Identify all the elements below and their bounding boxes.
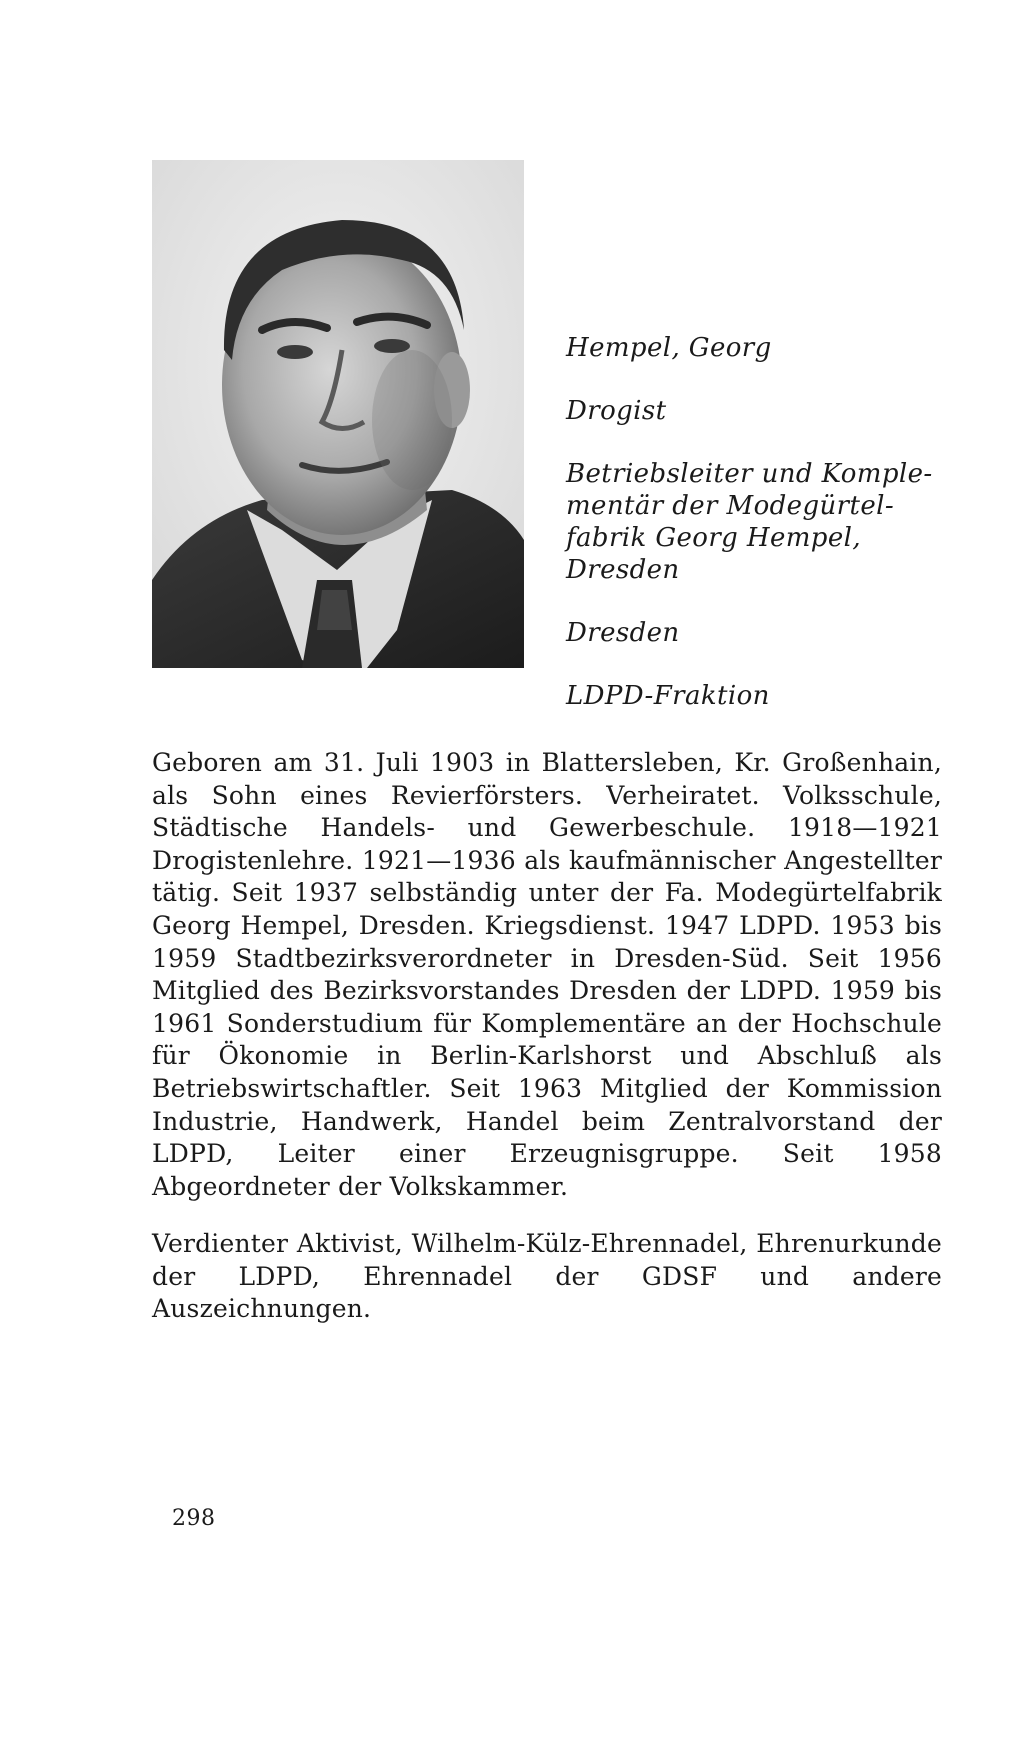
faction: LDPD-Fraktion — [566, 681, 770, 711]
entry-info — [566, 332, 966, 743]
profession: Drogist — [566, 396, 667, 426]
biography-text: Geboren am 31. Juli 1903 in Blattersleben, Kr. Großenhain, als Sohn eines Revierförsters. Verheiratet. Volksschule, Städtische Handels- und Gewerbeschule. 1918—1921 Drogistenlehre. 1921—1936 als kaufmännischer Angestellter tätig. Seit 1937 selbständig unter der Fa. Modegürtelfabrik Georg Hempel, Dresden. Kriegsdienst. 1947 LDPD. 1953 bis 1959 Stadtbezirksverordneter in Dresden-Süd. Seit 1956 Mitglied des Bezirksvorstandes Dresden der LDPD. 1959 bis 1961 Sonderstudium für Komplementäre an der Hochschule für Ökonomie in Berlin-Karlshorst und Abschluß als Betriebswirtschaftler. Seit 1963 Mitglied der Kommission Industrie, Handwerk, Handel beim Zentralvorstand der LDPD, Leiter einer Erzeugnisgruppe. Seit 1958 Abgeordneter der Volkskammer. — [152, 748, 942, 1201]
constituency: Dresden — [566, 618, 680, 648]
page-number: 298 — [172, 1506, 216, 1531]
position: Betriebsleiter und Komple- mentär der Modegürtel- fabrik Georg Hempel, Dresden — [566, 459, 933, 585]
awards-text: Verdienter Aktivist, Wilhelm-Külz-Ehrennadel, Ehrenurkunde der LDPD, Ehrennadel der GDSF und andere Auszeichnungen. — [152, 1229, 942, 1324]
person-name: Hempel, Georg — [566, 333, 772, 363]
portrait-photo — [152, 160, 524, 668]
biography — [152, 747, 942, 1203]
awards — [152, 1203, 942, 1351]
